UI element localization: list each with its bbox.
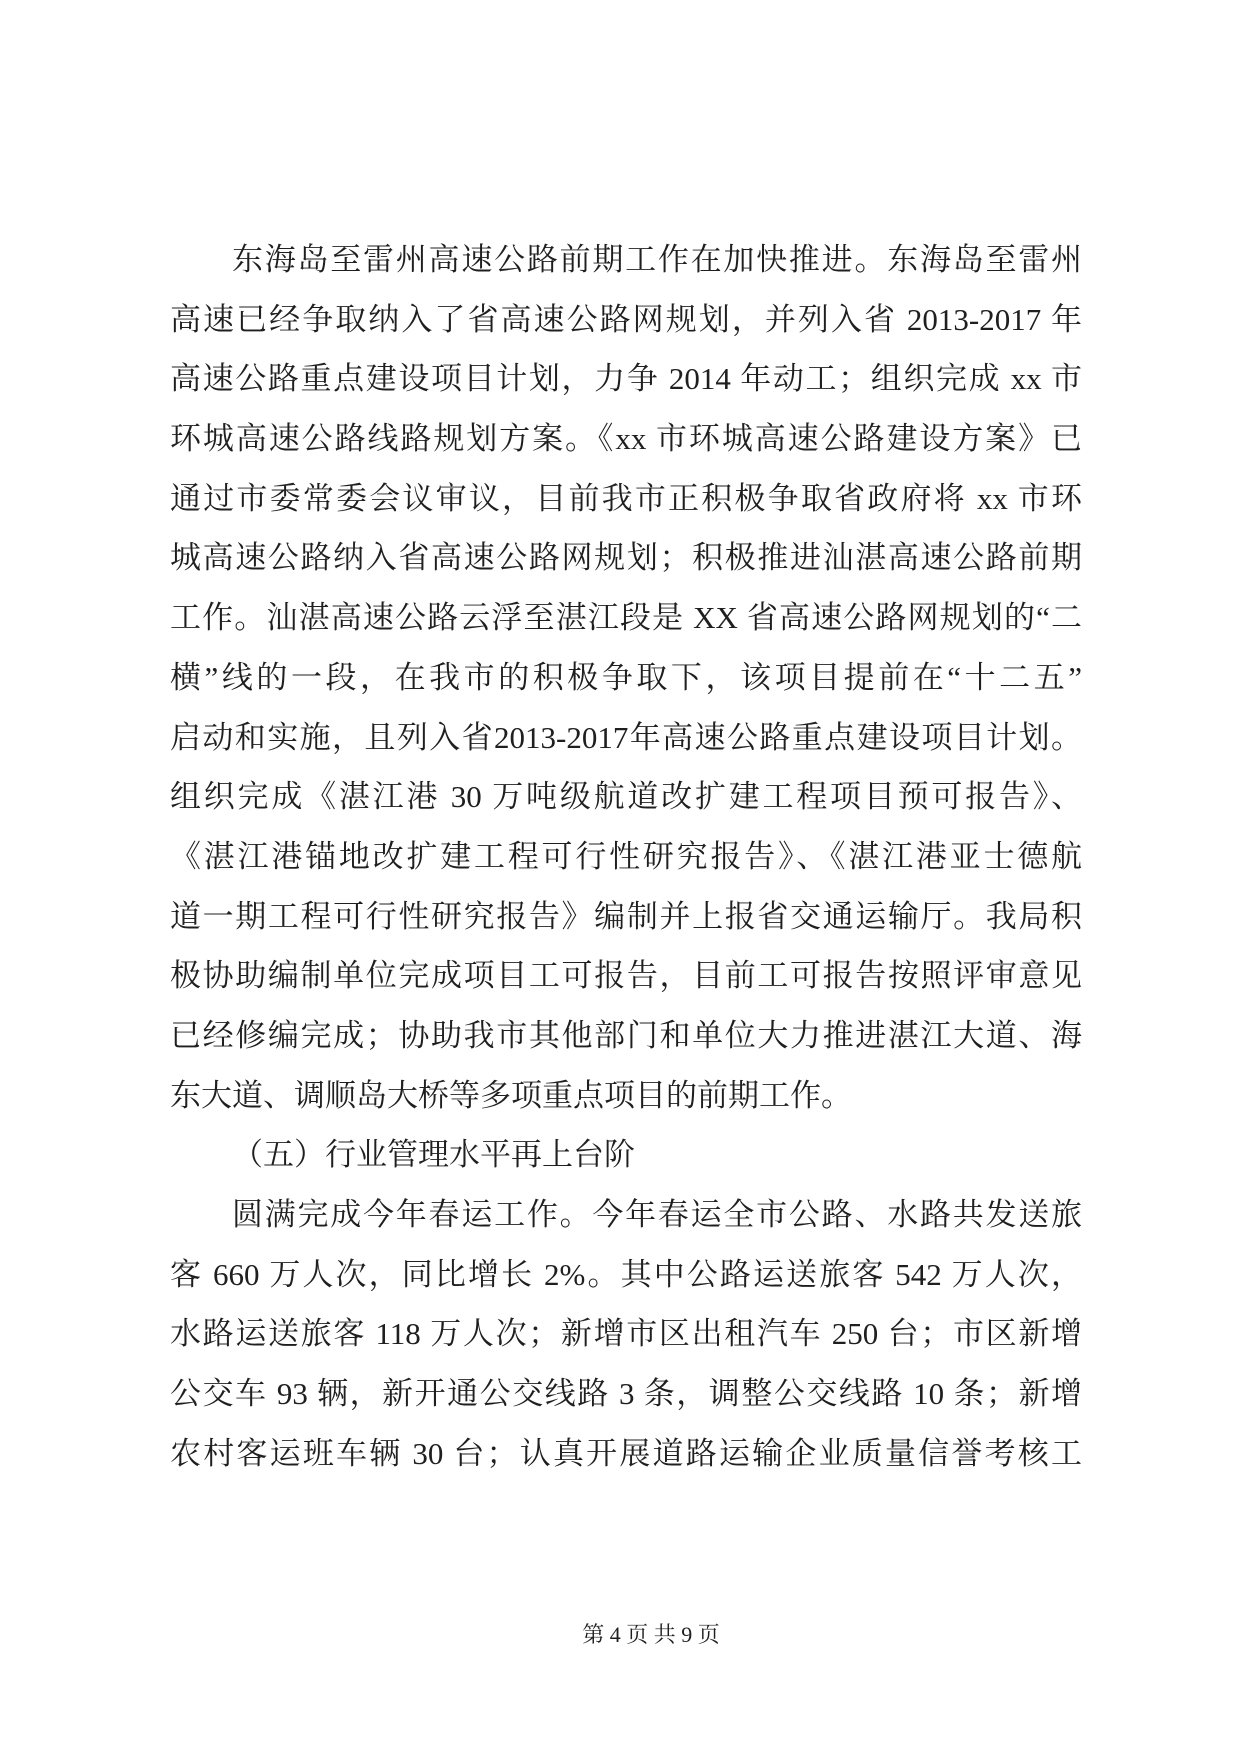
text-line: 环城高速公路线路规划方案。《xx 市环城高速公路建设方案》已 <box>170 421 1082 457</box>
document-body <box>170 230 1082 1483</box>
text-line: 圆满完成今年春运工作。今年春运全市公路、水路共发送旅 <box>232 1197 1082 1232</box>
text-line: 已经修编完成；协助我市其他部门和单位大力推进湛江大道、海 <box>170 1017 1082 1053</box>
text-line: 启动和实施，且列入省2013-2017年高速公路重点建设项目计划。 <box>170 719 1082 755</box>
body-paragraph <box>170 1185 1082 1483</box>
text-line: 高速公路重点建设项目计划，力争 2014 年动工；组织完成 xx 市 <box>170 361 1082 397</box>
text-line: 高速已经争取纳入了省高速公路网规划，并列入省 2013-2017 年 <box>170 301 1082 337</box>
page-footer <box>531 1620 771 1650</box>
body-paragraph <box>170 230 1082 1125</box>
text-line: 横”线的一段，在我市的积极争取下，该项目提前在“十二五” <box>170 659 1082 695</box>
page-number: 第 4 页 共 9 页 <box>582 1622 720 1647</box>
text-line: 公交车 93 辆，新开通公交线路 3 条，调整公交线路 10 条；新增 <box>170 1376 1082 1412</box>
text-line: 农村客运班车辆 30 台；认真开展道路运输企业质量信誉考核工 <box>170 1435 1082 1471</box>
text-line: 东大道、调顺岛大桥等多项重点项目的前期工作。 <box>170 1077 852 1113</box>
text-line: 组织完成《湛江港 30 万吨级航道改扩建工程项目预可报告》、 <box>170 779 1082 815</box>
text-line: 东海岛至雷州高速公路前期工作在加快推进。东海岛至雷州 <box>232 242 1082 277</box>
text-line: 通过市委常委会议审议，目前我市正积极争取省政府将 xx 市环 <box>170 480 1082 516</box>
text-line: 道一期工程可行性研究报告》编制并上报省交通运输厅。我局积 <box>170 898 1082 934</box>
text-line: 城高速公路纳入省高速公路网规划；积极推进汕湛高速公路前期 <box>170 540 1082 576</box>
section-heading <box>170 1125 1082 1185</box>
text-line: 极协助编制单位完成项目工可报告，目前工可报告按照评审意见 <box>170 958 1082 994</box>
text-line: 客 660 万人次，同比增长 2%。其中公路运送旅客 542 万人次， <box>170 1256 1082 1292</box>
heading-line: （五）行业管理水平再上台阶 <box>232 1137 635 1173</box>
text-line: 《湛江港锚地改扩建工程可行性研究报告》、《湛江港亚士德航 <box>170 838 1082 874</box>
text-line: 工作。汕湛高速公路云浮至湛江段是 XX 省高速公路网规划的“二 <box>170 600 1082 636</box>
text-line: 水路运送旅客 118 万人次；新增市区出租汽车 250 台；市区新增 <box>170 1316 1082 1352</box>
